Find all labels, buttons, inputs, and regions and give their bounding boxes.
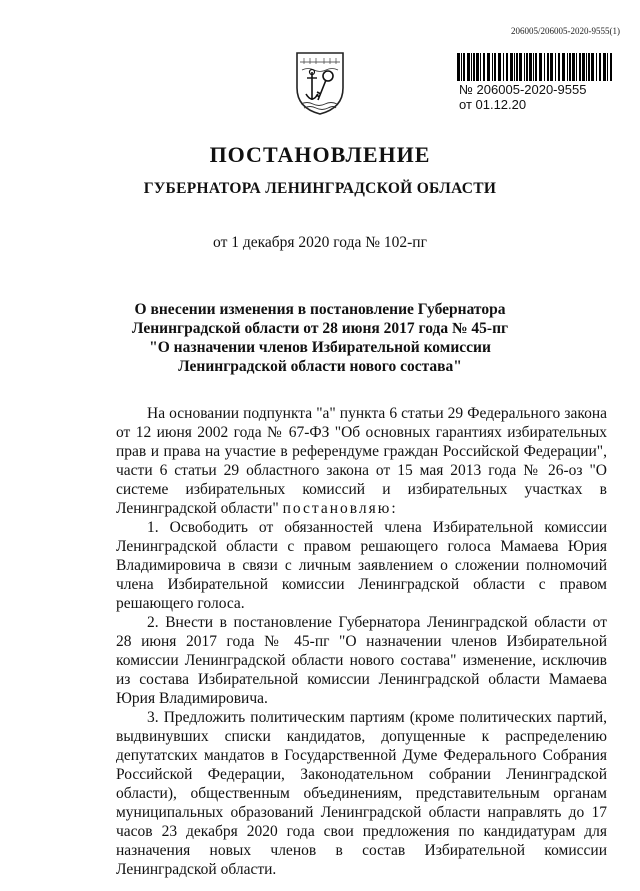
barcode-icon (457, 53, 614, 81)
document-date-number: от 1 декабря 2020 года № 102-пг (213, 234, 427, 251)
coat-of-arms-icon (294, 50, 346, 116)
item-1-paragraph: 1. Освободить от обязанностей члена Избирательной комиссии Ленинградской области с правом решающего голоса Мамаева Юрия Владимировича в связи с личным заявлением о сложении полномочий члена Избирательной комиссии Ленинградской области с правом решающего голоса. (116, 519, 607, 612)
item-3-paragraph: 3. Предложить политическим партиям (кроме политических партий, выдвинувших списки кандидатов, допущенные к распределению депутатских мандатов в Государственной Думе Федерального Собрания Российской Федерации, Законодательном собрании Ленинградской области), общественным объединениям, представительным органам муниципальных образований Ленинградской области направлять до 17 часов 23 декабря 2020 года свои предложения по кандидатурам для назначения новых членов в состав Избирательной комиссии Ленинградской области. (116, 709, 607, 878)
issuer-title: ГУБЕРНАТОРА ЛЕНИНГРАДСКОЙ ОБЛАСТИ (143, 180, 497, 197)
item-2-paragraph: 2. Внести в постановление Губернатора Ленинградской области от 28 июня 2017 года № 45-пг "О назначении членов Избирательной комиссии Ленинградской области нового состава" изменение, исключив из состава Избирательной комиссии Ленинградской области Мамаева Юрия Владимировича. (116, 614, 607, 707)
registration-number: № 206005-2020-9555 (459, 82, 587, 97)
document-type-title: ПОСТАНОВЛЕНИЕ (209, 142, 431, 167)
subject-line: "О назначении членов Избирательной комиссии (149, 339, 491, 356)
subject-line: О внесении изменения в постановление Губернатора (134, 301, 506, 318)
document-subject (100, 300, 540, 376)
document-body (116, 404, 607, 879)
registration-date: от 01.12.20 (459, 97, 527, 112)
subject-line: Ленинградской области от 28 июня 2017 года № 45-пг (131, 320, 509, 337)
document-id: 206005/206005-2020-9555(1) (511, 26, 620, 36)
preamble-text: На основании подпункта "а" пункта 6 статьи 29 Федерального закона от 12 июня 2002 года № 67-ФЗ "Об основных гарантиях избирательных прав и права на участие в референдуме граждан Российской Федерации", части 6 статьи 29 областного закона от 15 мая 2013 года № 26-оз "О системе избирательных комиссий и избирательных участках в Ленинградской области" (116, 405, 607, 517)
decree-word: постановляю: (282, 500, 398, 517)
subject-line: Ленинградской области нового состава" (178, 358, 462, 375)
preamble-paragraph (116, 404, 607, 518)
